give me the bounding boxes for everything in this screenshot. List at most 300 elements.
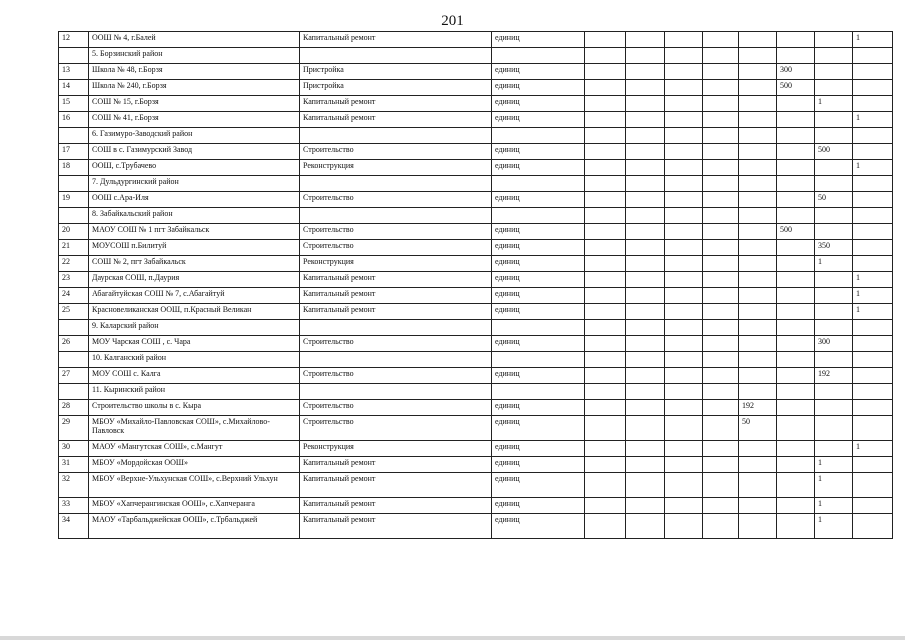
cell-empty xyxy=(585,384,626,400)
value-cell xyxy=(626,240,665,256)
school-name: СОШ № 15, г.Борзя xyxy=(89,96,300,112)
cell-empty xyxy=(703,48,739,64)
table-row xyxy=(59,80,893,96)
row-number: 28 xyxy=(59,400,89,416)
unit: единиц xyxy=(492,192,585,208)
value-cell xyxy=(739,256,777,272)
cell-empty xyxy=(59,384,89,400)
value-cell xyxy=(585,288,626,304)
value-cell xyxy=(815,272,853,288)
value-cell xyxy=(585,441,626,457)
value-cell xyxy=(853,400,893,416)
unit: единиц xyxy=(492,80,585,96)
unit: единиц xyxy=(492,32,585,48)
cell-empty xyxy=(777,176,815,192)
value-cell xyxy=(739,272,777,288)
value-cell xyxy=(585,96,626,112)
value-cell xyxy=(777,457,815,473)
value-cell xyxy=(665,96,703,112)
value-cell xyxy=(703,160,739,176)
work-type: Капитальный ремонт xyxy=(300,457,492,473)
cell-empty xyxy=(585,208,626,224)
work-type: Капитальный ремонт xyxy=(300,32,492,48)
cell-empty xyxy=(585,128,626,144)
row-number: 31 xyxy=(59,457,89,473)
value-cell xyxy=(739,224,777,240)
cell-empty xyxy=(59,48,89,64)
value-cell xyxy=(665,498,703,514)
value-cell: 1 xyxy=(853,288,893,304)
value-cell xyxy=(626,272,665,288)
row-number: 33 xyxy=(59,498,89,514)
value-cell xyxy=(703,441,739,457)
value-cell xyxy=(703,80,739,96)
value-cell xyxy=(585,498,626,514)
cell-empty xyxy=(626,384,665,400)
value-cell xyxy=(739,498,777,514)
table-row xyxy=(59,160,893,176)
value-cell xyxy=(739,288,777,304)
value-cell xyxy=(665,64,703,80)
value-cell xyxy=(739,441,777,457)
unit: единиц xyxy=(492,256,585,272)
section-row xyxy=(59,208,893,224)
table-row xyxy=(59,416,893,441)
table-row xyxy=(59,304,893,320)
cell-empty xyxy=(703,320,739,336)
value-cell xyxy=(585,112,626,128)
value-cell xyxy=(703,336,739,352)
row-number: 13 xyxy=(59,64,89,80)
table-row xyxy=(59,400,893,416)
work-type: Строительство xyxy=(300,400,492,416)
work-type: Капитальный ремонт xyxy=(300,96,492,112)
school-name: МОУ Чарская СОШ , с. Чара xyxy=(89,336,300,352)
cell-empty xyxy=(815,384,853,400)
value-cell xyxy=(703,224,739,240)
value-cell xyxy=(665,304,703,320)
value-cell xyxy=(626,368,665,384)
value-cell xyxy=(777,368,815,384)
value-cell xyxy=(665,256,703,272)
scan-edge xyxy=(0,636,905,640)
unit: единиц xyxy=(492,416,585,441)
row-number: 15 xyxy=(59,96,89,112)
value-cell xyxy=(703,457,739,473)
value-cell: 1 xyxy=(853,441,893,457)
work-type: Строительство xyxy=(300,224,492,240)
value-cell xyxy=(777,112,815,128)
cell-empty xyxy=(300,48,492,64)
row-number: 21 xyxy=(59,240,89,256)
cell-empty xyxy=(815,352,853,368)
value-cell xyxy=(665,160,703,176)
cell-empty xyxy=(626,48,665,64)
section-row xyxy=(59,128,893,144)
work-type: Капитальный ремонт xyxy=(300,304,492,320)
value-cell xyxy=(777,192,815,208)
unit: единиц xyxy=(492,457,585,473)
value-cell xyxy=(585,240,626,256)
cell-empty xyxy=(59,176,89,192)
value-cell xyxy=(585,473,626,498)
work-type: Капитальный ремонт xyxy=(300,112,492,128)
cell-empty xyxy=(739,128,777,144)
cell-empty xyxy=(626,128,665,144)
value-cell xyxy=(585,514,626,539)
schools-table xyxy=(58,31,893,539)
value-cell: 500 xyxy=(777,80,815,96)
value-cell xyxy=(739,64,777,80)
school-name: ООШ, с.Трубачево xyxy=(89,160,300,176)
cell-empty xyxy=(665,320,703,336)
row-number: 19 xyxy=(59,192,89,208)
value-cell xyxy=(739,144,777,160)
value-cell xyxy=(665,336,703,352)
value-cell xyxy=(853,192,893,208)
cell-empty xyxy=(815,208,853,224)
table-row xyxy=(59,192,893,208)
value-cell: 192 xyxy=(739,400,777,416)
value-cell xyxy=(739,32,777,48)
school-name: ООШ с.Ара-Иля xyxy=(89,192,300,208)
value-cell xyxy=(626,457,665,473)
cell-empty xyxy=(585,48,626,64)
value-cell xyxy=(853,336,893,352)
cell-empty xyxy=(739,384,777,400)
unit: единиц xyxy=(492,144,585,160)
value-cell xyxy=(665,457,703,473)
value-cell xyxy=(585,160,626,176)
value-cell: 192 xyxy=(815,368,853,384)
table-row xyxy=(59,224,893,240)
cell-empty xyxy=(815,128,853,144)
unit: единиц xyxy=(492,64,585,80)
work-type: Капитальный ремонт xyxy=(300,498,492,514)
school-name: Строительство школы в с. Кыра xyxy=(89,400,300,416)
value-cell xyxy=(739,473,777,498)
value-cell xyxy=(665,368,703,384)
value-cell: 1 xyxy=(815,514,853,539)
row-number: 18 xyxy=(59,160,89,176)
unit: единиц xyxy=(492,112,585,128)
value-cell xyxy=(665,400,703,416)
row-number: 29 xyxy=(59,416,89,441)
value-cell xyxy=(626,144,665,160)
cell-empty xyxy=(585,176,626,192)
section-row xyxy=(59,320,893,336)
work-type: Строительство xyxy=(300,192,492,208)
work-type: Пристройка xyxy=(300,64,492,80)
row-number: 34 xyxy=(59,514,89,539)
value-cell xyxy=(585,32,626,48)
value-cell xyxy=(815,400,853,416)
value-cell xyxy=(626,96,665,112)
cell-empty xyxy=(585,320,626,336)
cell-empty xyxy=(492,320,585,336)
value-cell xyxy=(815,416,853,441)
value-cell: 1 xyxy=(853,112,893,128)
value-cell xyxy=(703,400,739,416)
cell-empty xyxy=(300,128,492,144)
value-cell: 500 xyxy=(777,224,815,240)
school-name: Абагайтуйская СОШ № 7, с.Абагайтуй xyxy=(89,288,300,304)
value-cell xyxy=(703,498,739,514)
value-cell xyxy=(665,416,703,441)
work-type: Пристройка xyxy=(300,80,492,96)
value-cell xyxy=(815,288,853,304)
cell-empty xyxy=(853,48,893,64)
unit: единиц xyxy=(492,368,585,384)
page-number: 201 xyxy=(441,13,464,29)
work-type: Реконструкция xyxy=(300,160,492,176)
unit: единиц xyxy=(492,441,585,457)
value-cell xyxy=(585,400,626,416)
value-cell xyxy=(777,336,815,352)
school-name: МБОУ «Верхне-Ульхунская СОШ», с.Верхний Ульхун xyxy=(89,473,300,498)
table-row xyxy=(59,32,893,48)
cell-empty xyxy=(300,352,492,368)
value-cell xyxy=(815,32,853,48)
value-cell xyxy=(585,336,626,352)
value-cell xyxy=(703,272,739,288)
value-cell: 350 xyxy=(815,240,853,256)
cell-empty xyxy=(300,320,492,336)
value-cell xyxy=(853,473,893,498)
cell-empty xyxy=(665,48,703,64)
school-name: МАОУ «Мангутская СОШ», с.Мангут xyxy=(89,441,300,457)
cell-empty xyxy=(665,384,703,400)
value-cell: 300 xyxy=(815,336,853,352)
cell-empty xyxy=(777,320,815,336)
value-cell xyxy=(626,64,665,80)
value-cell xyxy=(853,224,893,240)
value-cell xyxy=(626,473,665,498)
value-cell xyxy=(777,498,815,514)
value-cell xyxy=(585,256,626,272)
value-cell xyxy=(585,457,626,473)
row-number: 27 xyxy=(59,368,89,384)
cell-empty xyxy=(492,48,585,64)
value-cell xyxy=(626,498,665,514)
value-cell xyxy=(815,224,853,240)
unit: единиц xyxy=(492,96,585,112)
unit: единиц xyxy=(492,272,585,288)
value-cell: 50 xyxy=(815,192,853,208)
section-title: 11. Кыринский район xyxy=(89,384,300,400)
cell-empty xyxy=(815,320,853,336)
value-cell xyxy=(777,304,815,320)
value-cell xyxy=(665,112,703,128)
value-cell: 1 xyxy=(853,32,893,48)
table-row xyxy=(59,112,893,128)
table-row xyxy=(59,256,893,272)
school-name: МБОУ «Мордойская ООШ» xyxy=(89,457,300,473)
value-cell: 1 xyxy=(853,160,893,176)
value-cell xyxy=(739,96,777,112)
cell-empty xyxy=(703,352,739,368)
value-cell xyxy=(777,473,815,498)
work-type: Капитальный ремонт xyxy=(300,272,492,288)
value-cell xyxy=(739,304,777,320)
value-cell xyxy=(703,96,739,112)
school-name: ООШ № 4, г.Балей xyxy=(89,32,300,48)
value-cell xyxy=(739,240,777,256)
value-cell xyxy=(739,192,777,208)
section-row xyxy=(59,352,893,368)
unit: единиц xyxy=(492,336,585,352)
value-cell xyxy=(585,304,626,320)
value-cell xyxy=(703,288,739,304)
table-row xyxy=(59,288,893,304)
value-cell xyxy=(703,112,739,128)
table-row xyxy=(59,64,893,80)
value-cell xyxy=(665,80,703,96)
value-cell xyxy=(853,416,893,441)
row-number: 17 xyxy=(59,144,89,160)
cell-empty xyxy=(739,48,777,64)
work-type: Строительство xyxy=(300,144,492,160)
value-cell xyxy=(777,240,815,256)
value-cell xyxy=(815,441,853,457)
table-row xyxy=(59,473,893,498)
cell-empty xyxy=(777,352,815,368)
value-cell xyxy=(703,473,739,498)
cell-empty xyxy=(665,176,703,192)
cell-empty xyxy=(853,176,893,192)
value-cell xyxy=(815,112,853,128)
cell-empty xyxy=(815,48,853,64)
cell-empty xyxy=(300,176,492,192)
value-cell xyxy=(626,416,665,441)
cell-empty xyxy=(59,352,89,368)
school-name: Школа № 240, г.Борзя xyxy=(89,80,300,96)
value-cell xyxy=(703,304,739,320)
school-name: МАОУ «Тарбальджейская ООШ», с.Трбальджей xyxy=(89,514,300,539)
value-cell xyxy=(626,112,665,128)
section-title: 6. Газимуро-Заводский район xyxy=(89,128,300,144)
value-cell xyxy=(777,416,815,441)
unit: единиц xyxy=(492,473,585,498)
cell-empty xyxy=(703,128,739,144)
row-number: 30 xyxy=(59,441,89,457)
value-cell xyxy=(626,256,665,272)
table-row xyxy=(59,441,893,457)
work-type: Капитальный ремонт xyxy=(300,514,492,539)
value-cell xyxy=(777,32,815,48)
school-name: Школа № 48, г.Борзя xyxy=(89,64,300,80)
value-cell xyxy=(739,514,777,539)
value-cell xyxy=(853,240,893,256)
cell-empty xyxy=(492,176,585,192)
cell-empty xyxy=(815,176,853,192)
school-name: Даурская СОШ, п.Даурия xyxy=(89,272,300,288)
cell-empty xyxy=(777,384,815,400)
value-cell xyxy=(626,192,665,208)
school-name: СОШ № 41, г.Борзя xyxy=(89,112,300,128)
cell-empty xyxy=(739,176,777,192)
section-row xyxy=(59,384,893,400)
value-cell xyxy=(665,288,703,304)
value-cell xyxy=(853,96,893,112)
value-cell xyxy=(815,160,853,176)
unit: единиц xyxy=(492,240,585,256)
cell-empty xyxy=(626,176,665,192)
table-row xyxy=(59,336,893,352)
work-type: Строительство xyxy=(300,416,492,441)
work-type: Реконструкция xyxy=(300,256,492,272)
cell-empty xyxy=(739,320,777,336)
value-cell xyxy=(777,96,815,112)
row-number: 12 xyxy=(59,32,89,48)
value-cell xyxy=(777,272,815,288)
unit: единиц xyxy=(492,160,585,176)
row-number: 23 xyxy=(59,272,89,288)
cell-empty xyxy=(492,384,585,400)
value-cell: 1 xyxy=(815,473,853,498)
value-cell xyxy=(626,400,665,416)
cell-empty xyxy=(853,352,893,368)
value-cell: 1 xyxy=(815,457,853,473)
cell-empty xyxy=(59,320,89,336)
value-cell xyxy=(853,514,893,539)
value-cell: 1 xyxy=(853,272,893,288)
row-number: 20 xyxy=(59,224,89,240)
cell-empty xyxy=(739,352,777,368)
school-name: МАОУ СОШ № 1 пгт Забайкальск xyxy=(89,224,300,240)
value-cell xyxy=(585,416,626,441)
value-cell xyxy=(703,192,739,208)
value-cell xyxy=(665,272,703,288)
value-cell xyxy=(703,514,739,539)
value-cell xyxy=(626,288,665,304)
unit: единиц xyxy=(492,288,585,304)
value-cell xyxy=(665,192,703,208)
cell-empty xyxy=(777,48,815,64)
row-number: 16 xyxy=(59,112,89,128)
value-cell xyxy=(703,416,739,441)
value-cell xyxy=(665,240,703,256)
value-cell: 50 xyxy=(739,416,777,441)
value-cell: 1 xyxy=(853,304,893,320)
work-type: Капитальный ремонт xyxy=(300,288,492,304)
value-cell xyxy=(665,473,703,498)
cell-empty xyxy=(492,128,585,144)
value-cell xyxy=(626,441,665,457)
row-number: 32 xyxy=(59,473,89,498)
row-number: 24 xyxy=(59,288,89,304)
table-row xyxy=(59,368,893,384)
table-row xyxy=(59,96,893,112)
value-cell xyxy=(665,514,703,539)
table-row xyxy=(59,144,893,160)
value-cell xyxy=(585,368,626,384)
cell-empty xyxy=(703,384,739,400)
table-row xyxy=(59,457,893,473)
value-cell xyxy=(665,224,703,240)
value-cell xyxy=(815,64,853,80)
cell-empty xyxy=(853,384,893,400)
unit: единиц xyxy=(492,514,585,539)
section-title: 9. Каларский район xyxy=(89,320,300,336)
value-cell: 500 xyxy=(815,144,853,160)
value-cell xyxy=(585,144,626,160)
value-cell xyxy=(739,160,777,176)
value-cell xyxy=(703,368,739,384)
unit: единиц xyxy=(492,304,585,320)
value-cell xyxy=(703,144,739,160)
value-cell xyxy=(626,224,665,240)
